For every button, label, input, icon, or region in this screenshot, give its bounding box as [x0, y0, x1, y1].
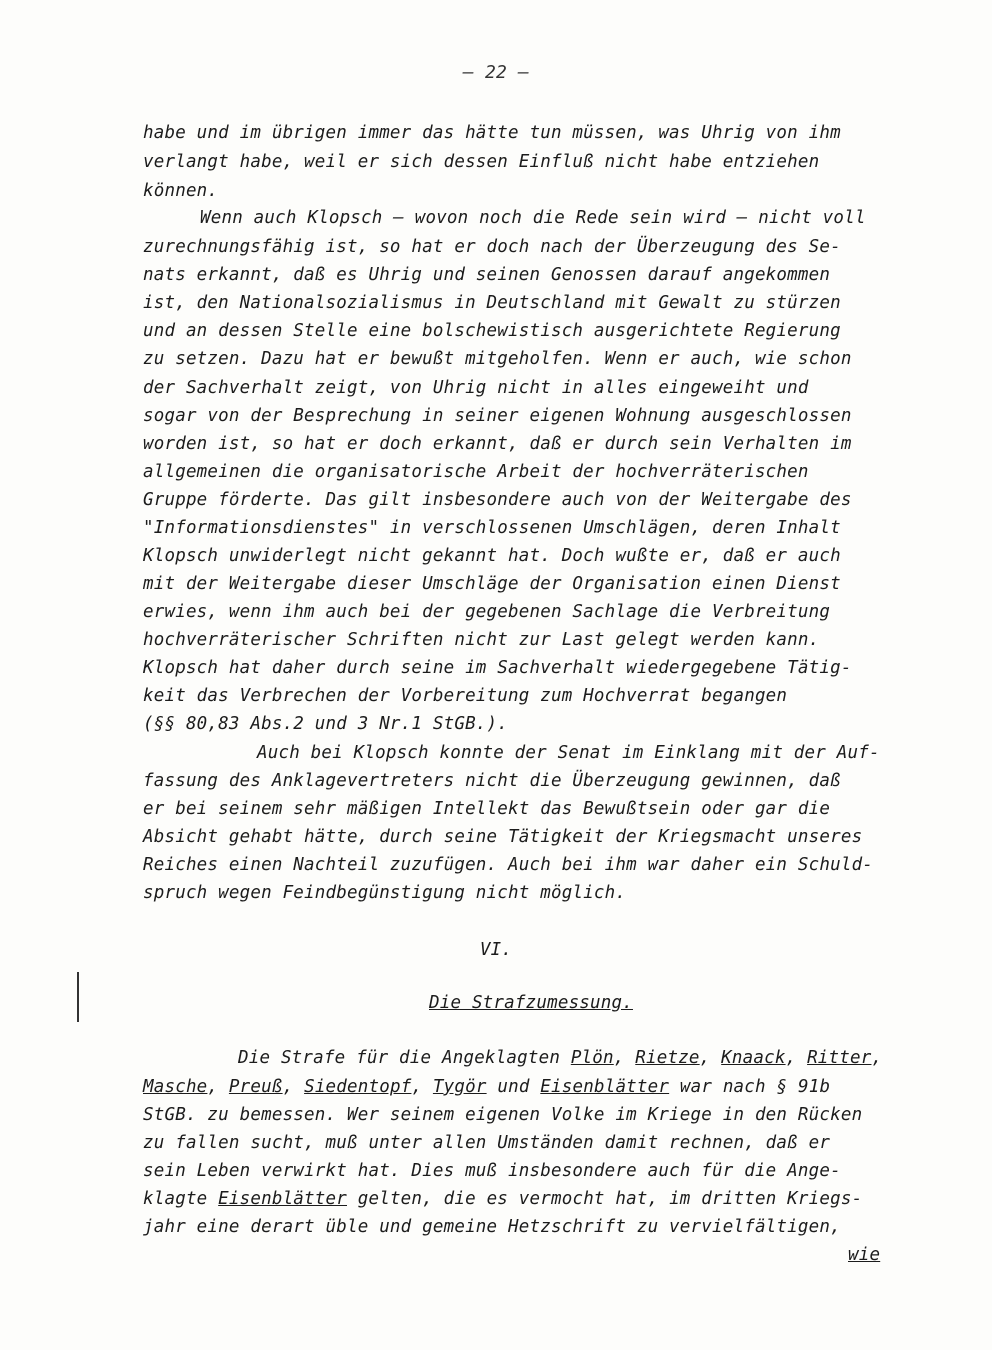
defendant-name: Eisenblätter	[218, 1189, 347, 1209]
text-line: erwies, wenn ihm auch bei der gegebenen Sachlage die Verbreitung	[143, 602, 831, 622]
section-number: VI.	[479, 940, 513, 960]
text-line: hochverräterischer Schriften nicht zur Last gelegt werden kann.	[143, 630, 820, 650]
text-line: Die Strafe für die Angeklagten Plön, Rietze, Knaack, Ritter,	[238, 1048, 883, 1068]
line-text: Die Strafe für die Angeklagten	[238, 1048, 571, 1068]
text-line: Auch bei Klopsch konnte der Senat im Einklang mit der Auf-	[257, 743, 880, 763]
text-line: habe und im übrigen immer das hätte tun müssen, was Uhrig von ihm	[143, 123, 841, 143]
text-line: sein Leben verwirkt hat. Dies muß insbesondere auch für die Ange-	[143, 1161, 841, 1181]
text-line: StGB. zu bemessen. Wer seinem eigenen Volke im Kriege in den Rücken	[143, 1105, 863, 1125]
text-line: jahr eine derart üble und gemeine Hetzschrift zu vervielfältigen,	[143, 1217, 841, 1237]
text-line: zurechnungsfähig ist, so hat er doch nach der Überzeugung des Se-	[143, 237, 841, 257]
defendant-name: Masche	[143, 1077, 208, 1097]
defendant-name: Preuß	[228, 1077, 283, 1097]
text-line: worden ist, so hat er doch erkannt, daß er durch sein Verhalten im	[143, 434, 852, 454]
line-text: klagte	[143, 1189, 219, 1209]
text-line: fassung des Anklagevertreters nicht die Überzeugung gewinnen, daß	[143, 771, 841, 791]
text-line: verlangt habe, weil er sich dessen Einfluß nicht habe entziehen	[143, 152, 820, 172]
text-line: er bei seinem sehr mäßigen Intellekt das Bewußtsein oder gar die	[143, 799, 831, 819]
defendant-name: Plön	[570, 1048, 614, 1068]
text-line: "Informationsdienstes" in verschlossenen Umschlägen, deren Inhalt	[143, 518, 841, 538]
text-line	[143, 1188, 862, 1210]
text-line: Masche, Preuß, Siedentopf, Tygör und Eisenblätter war nach § 91b	[143, 1077, 831, 1097]
text-line: Wenn auch Klopsch – wovon noch die Rede sein wird – nicht voll	[200, 208, 866, 228]
line-text: und	[486, 1077, 541, 1097]
defendant-name: Knaack	[721, 1048, 786, 1068]
text-line: können.	[143, 181, 219, 201]
text-line: und an dessen Stelle eine bolschewistisch ausgerichtete Regierung	[143, 321, 841, 341]
line-text: gelten, die es vermocht hat, im dritten Kriegs-	[347, 1189, 863, 1209]
text-line: mit der Weitergabe dieser Umschläge der Organisation einen Dienst	[143, 574, 841, 594]
text-line: ist, den Nationalsozialismus in Deutschland mit Gewalt zu stürzen	[143, 293, 841, 313]
text-line: (§§ 80,83 Abs.2 und 3 Nr.1 StGB.).	[143, 714, 509, 734]
text-line: Klopsch unwiderlegt nicht gekannt hat. Doch wußte er, daß er auch	[143, 546, 841, 566]
text-line: zu setzen. Dazu hat er bewußt mitgeholfen. Wenn er auch, wie schon	[143, 349, 852, 369]
line-text: war nach § 91b	[669, 1077, 831, 1097]
text-line: Absicht gehabt hätte, durch seine Tätigkeit der Kriegsmacht unseres	[143, 827, 863, 847]
catchword: wie	[848, 1245, 881, 1265]
defendant-name: Siedentopf	[304, 1077, 412, 1097]
defendant-name: Rietze	[635, 1048, 700, 1068]
text-line: allgemeinen die organisatorische Arbeit der hochverräterischen	[143, 462, 809, 482]
margin-mark	[77, 972, 79, 1022]
text-line: der Sachverhalt zeigt, von Uhrig nicht in alles eingeweiht und	[143, 378, 809, 398]
text-line: Reiches einen Nachteil zuzufügen. Auch bei ihm war daher ein Schuld-	[143, 855, 874, 875]
defendant-name: Ritter	[807, 1048, 872, 1068]
section-title: Die Strafzumessung.	[429, 993, 633, 1013]
text-line: sogar von der Besprechung in seiner eigenen Wohnung ausgeschlossen	[143, 406, 852, 426]
page-number: – 22 –	[462, 62, 530, 83]
text-line: Gruppe förderte. Das gilt insbesondere auch von der Weitergabe des	[143, 490, 852, 510]
text-line: spruch wegen Feindbegünstigung nicht möglich.	[143, 883, 627, 903]
text-line: Klopsch hat daher durch seine im Sachverhalt wiedergegebene Tätig-	[143, 658, 852, 678]
defendant-name: Eisenblätter	[540, 1077, 670, 1097]
defendant-name: Tygör	[432, 1077, 487, 1097]
text-line: nats erkannt, daß es Uhrig und seinen Genossen darauf angekommen	[143, 265, 831, 285]
text-line: zu fallen sucht, muß unter allen Umständen damit rechnen, daß er	[143, 1133, 831, 1153]
text-line: keit das Verbrechen der Vorbereitung zum Hochverrat begangen	[143, 686, 788, 706]
